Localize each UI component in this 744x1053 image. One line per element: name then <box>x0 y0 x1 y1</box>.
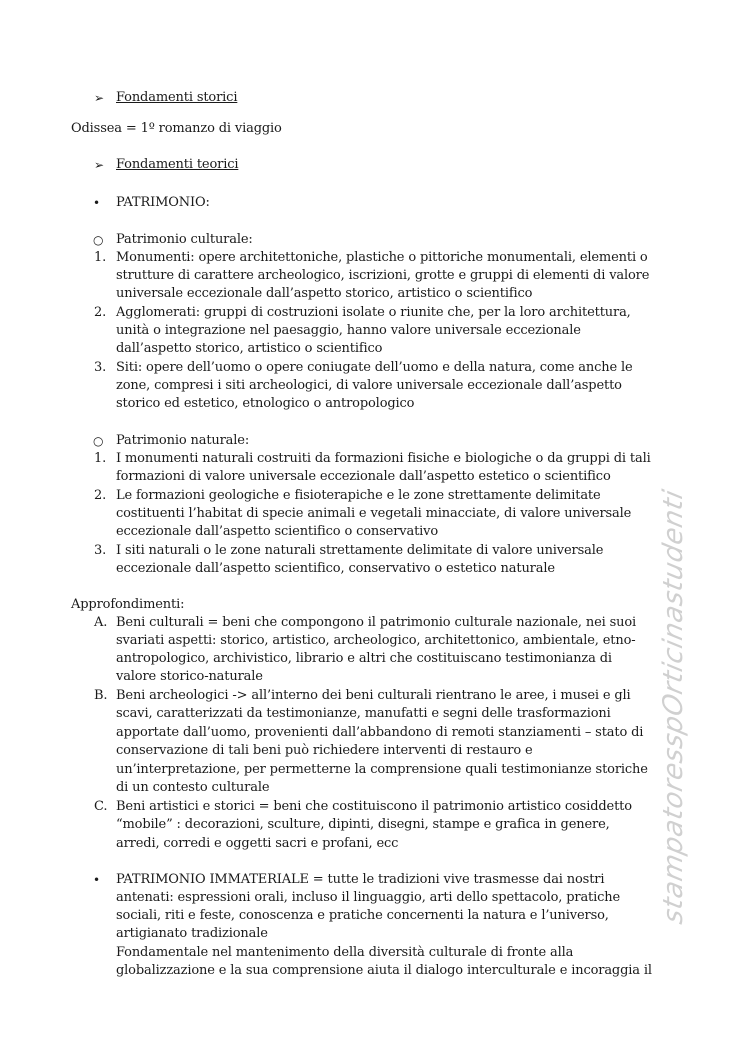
immateriale-line: antenati: espressioni orali, incluso il linguaggio, arti dello spettacolo, pratiche <box>116 890 621 905</box>
list-item-line: unità o integrazione nel paesaggio, hanno valore universale eccezionale <box>116 323 581 338</box>
list-item-line: Monumenti: opere architettoniche, plastiche o pittoriche monumentali, elementi o <box>116 250 648 265</box>
heading-fondamenti-teorici: Fondamenti teorici <box>116 157 239 172</box>
heading-fondamenti-storici: Fondamenti storici <box>116 90 238 105</box>
list-number: 2. <box>94 305 107 320</box>
circle-bullet-icon: ○ <box>93 233 104 247</box>
list-letter: C. <box>94 799 108 814</box>
list-item-line: “mobile” : decorazioni, sculture, dipinti, disegni, stampe e grafica in genere, <box>116 817 610 832</box>
list-item-line: universale eccezionale dall’aspetto storico, artistico o scientifico <box>116 286 533 301</box>
list-item-line: un’interpretazione, per permetterne la comprensione quali testimonianze storiche <box>116 762 648 777</box>
list-item-line: costituenti l’habitat di specie animali e vegetali minacciate, di valore universale <box>116 506 632 521</box>
list-item-line: valore storico-naturale <box>116 669 263 684</box>
list-number: 2. <box>94 488 107 503</box>
immateriale-line: sociali, riti e feste, conoscenza e pratiche concernenti la natura e l’universo, <box>116 908 609 923</box>
list-item-line: arredi, corredi e oggetti sacri e profani, ecc <box>116 836 399 851</box>
list-item-line: eccezionale dall’aspetto scientifico o conservativo <box>116 524 439 539</box>
list-item-line: I monumenti naturali costruiti da formazioni fisiche e biologiche o da gruppi di tali <box>116 451 651 466</box>
bullet-icon: • <box>93 196 101 210</box>
immateriale-line: artigianato tradizionale <box>116 926 268 941</box>
list-item-line: eccezionale dall’aspetto scientifico, conservativo o estetico naturale <box>116 561 555 576</box>
list-item-line: dall’aspetto storico, artistico o scientifico <box>116 341 383 356</box>
immateriale-line: Fondamentale nel mantenimento della diversità culturale di fronte alla <box>116 945 574 960</box>
patrimonio-naturale-label: Patrimonio naturale: <box>116 433 250 448</box>
list-item-line: antropologico, archivistico, librario e altri che costituiscano testimonianza di <box>116 651 612 666</box>
list-letter: B. <box>94 688 108 703</box>
arrow-bullet-icon: ➢ <box>94 158 105 172</box>
circle-bullet-icon: ○ <box>93 434 104 448</box>
watermark <box>628 487 689 927</box>
list-item-line: Beni archeologici -> all’interno dei beni culturali rientrano le aree, i musei e gli <box>116 688 631 703</box>
odissea-line: Odissea = 1º romanzo di viaggio <box>71 121 282 136</box>
list-number: 3. <box>94 543 107 558</box>
list-number: 1. <box>94 451 107 466</box>
list-item-line: svariati aspetti: storico, artistico, archeologico, architettonico, ambientale, etno- <box>116 633 636 648</box>
list-item-line: conservazione di tali beni può richiedere interventi di restauro e <box>116 743 533 758</box>
list-item-line: storico ed estetico, etnologico o antropologico <box>116 396 415 411</box>
list-item-line: formazioni di valore universale eccezionale dall’aspetto estetico o scientifico <box>116 469 611 484</box>
list-item-line: strutture di carattere archeologico, iscrizioni, grotte e gruppi di elementi di valore <box>116 268 650 283</box>
approfondimenti-label: Approfondimenti: <box>71 597 185 612</box>
list-item-line: Beni artistici e storici = beni che costituiscono il patrimonio artistico cosiddetto <box>116 799 632 814</box>
list-letter: A. <box>94 615 108 630</box>
immateriale-line: globalizzazione e la sua comprensione aiuta il dialogo interculturale e incoraggia il <box>116 963 652 978</box>
list-item-line: Le formazioni geologiche e fisioterapiche e le zone strettamente delimitate <box>116 488 601 503</box>
patrimonio-culturale-label: Patrimonio culturale: <box>116 232 253 247</box>
patrimonio-label: PATRIMONIO: <box>116 195 210 210</box>
list-item-line: zone, compresi i siti archeologici, di valore universale eccezionale dall’aspetto <box>116 378 622 393</box>
immateriale-line: PATRIMONIO IMMATERIALE = tutte le tradizioni vive trasmesse dai nostri <box>116 872 605 887</box>
list-item-line: Agglomerati: gruppi di costruzioni isolate o riunite che, per la loro architettura, <box>116 305 631 320</box>
watermark-text: stampatoresspOrticinastudenti <box>658 487 689 927</box>
list-item-line: apportate dall’uomo, provenienti dall’abbandono di remoti stanziamenti – stato di <box>116 725 644 740</box>
list-item-line: I siti naturali o le zone naturali strettamente delimitate di valore universale <box>116 543 604 558</box>
bullet-icon: • <box>93 873 101 887</box>
list-number: 1. <box>94 250 107 265</box>
list-item-line: Siti: opere dell’uomo o opere coniugate dell’uomo e della natura, come anche le <box>116 360 633 375</box>
list-item-line: Beni culturali = beni che compongono il patrimonio culturale nazionale, nei suoi <box>116 615 637 630</box>
list-number: 3. <box>94 360 107 375</box>
list-item-line: di un contesto culturale <box>116 780 270 795</box>
list-item-line: scavi, caratterizzati da testimonianze, manufatti e segni delle trasformazioni <box>116 706 611 721</box>
arrow-bullet-icon: ➢ <box>94 91 105 105</box>
